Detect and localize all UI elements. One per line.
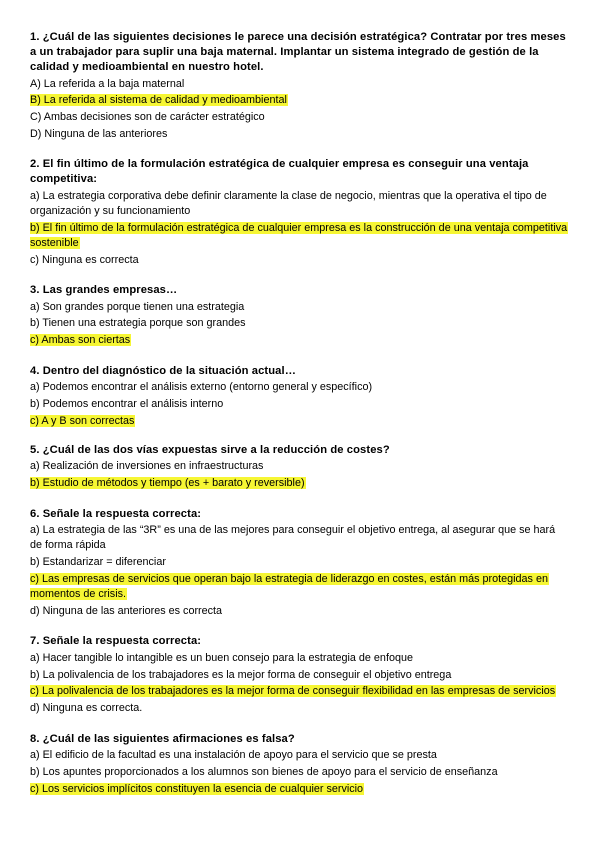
option-d: d) Ninguna es correcta.	[30, 702, 143, 715]
question-1	[30, 30, 570, 142]
option-c-correct	[30, 782, 570, 797]
highlighted-answer: c) Ambas son ciertas	[30, 334, 131, 347]
question-title: 7. Señale la respuesta correcta:	[30, 635, 202, 648]
option-c: c) Ninguna es correcta	[30, 253, 139, 266]
option-c-correct	[30, 333, 570, 348]
highlighted-answer: c) Las empresas de servicios que operan bajo la estrategia de liderazgo en costes, están más protegidas en momentos de crisis.	[30, 572, 548, 601]
question-title: 3. Las grandes empresas…	[30, 284, 178, 297]
question-title: 5. ¿Cuál de las dos vías expuestas sirve a la reducción de costes?	[30, 443, 390, 456]
option-c-correct	[30, 684, 570, 699]
question-8	[30, 732, 570, 797]
option-c-correct	[30, 572, 570, 603]
option-b-correct	[30, 221, 570, 252]
question-7	[30, 634, 570, 716]
option-b: b) Los apuntes proporcionados a los alumnos son bienes de apoyo para el servicio de enseñanza	[30, 765, 498, 778]
option-b: b) Tienen una estrategia porque son grandes	[30, 317, 246, 330]
option-a: a) La estrategia de las “3R” es una de las mejores para conseguir el objetivo entrega, al asegurar que se hará de forma rápida	[30, 524, 556, 552]
option-d: D) Ninguna de las anteriores	[30, 127, 168, 140]
question-2	[30, 157, 570, 268]
option-a: a) El edificio de la facultad es una instalación de apoyo para el servicio que se presta	[30, 749, 437, 762]
highlighted-answer: c) Los servicios implícitos constituyen la esencia de cualquier servicio	[30, 782, 364, 795]
question-title: 8. ¿Cuál de las siguientes afirmaciones es falsa?	[30, 732, 295, 745]
question-title: 4. Dentro del diagnóstico de la situación actual…	[30, 364, 296, 377]
highlighted-answer: b) El fin último de la formulación estratégica de cualquier empresa es la construcción de una ventaja competitiva sostenible	[30, 221, 568, 250]
option-c: C) Ambas decisiones son de carácter estratégico	[30, 111, 265, 124]
question-title: 1. ¿Cuál de las siguientes decisiones le parece una decisión estratégica? Contratar por tres meses a un trabajador para suplir una baja maternal. Implantar un sistema integrado de gestión de la calidad y medioambiental en nuestro hotel.	[30, 31, 566, 73]
option-a: a) Hacer tangible lo intangible es un buen consejo para la estrategia de enfoque	[30, 651, 413, 664]
option-a: A) La referida a la baja maternal	[30, 77, 185, 90]
highlighted-answer: c) La polivalencia de los trabajadores es la mejor forma de conseguir flexibilidad en las empresas de servicios	[30, 685, 556, 698]
highlighted-answer: B) La referida al sistema de calidad y medioambiental	[30, 94, 287, 107]
question-4	[30, 364, 570, 429]
option-b-correct	[30, 476, 570, 491]
option-b-correct	[30, 93, 570, 108]
question-title: 2. El fin último de la formulación estratégica de cualquier empresa es conseguir una ventaja competitiva:	[30, 158, 529, 186]
option-b: b) Podemos encontrar el análisis interno	[30, 397, 224, 410]
question-5	[30, 443, 570, 492]
option-a: a) Podemos encontrar el análisis externo (entorno general y específico)	[30, 381, 373, 394]
option-a: a) Son grandes porque tienen una estrategia	[30, 300, 245, 313]
option-c-correct	[30, 414, 570, 429]
question-3	[30, 283, 570, 348]
option-a: a) La estrategia corporativa debe definir claramente la clase de negocio, mientras que la operativa el tipo de organización y su funcionamiento	[30, 189, 547, 217]
highlighted-answer: c) A y B son correctas	[30, 414, 135, 427]
question-title: 6. Señale la respuesta correcta:	[30, 507, 202, 520]
option-b: b) La polivalencia de los trabajadores es la mejor forma de conseguir el objetivo entrega	[30, 668, 452, 681]
option-b: b) Estandarizar = diferenciar	[30, 556, 166, 569]
question-6	[30, 507, 570, 620]
option-d: d) Ninguna de las anteriores es correcta	[30, 605, 223, 618]
highlighted-answer: b) Estudio de métodos y tiempo (es + barato y reversible)	[30, 477, 305, 490]
option-a: a) Realización de inversiones en infraestructuras	[30, 460, 264, 473]
